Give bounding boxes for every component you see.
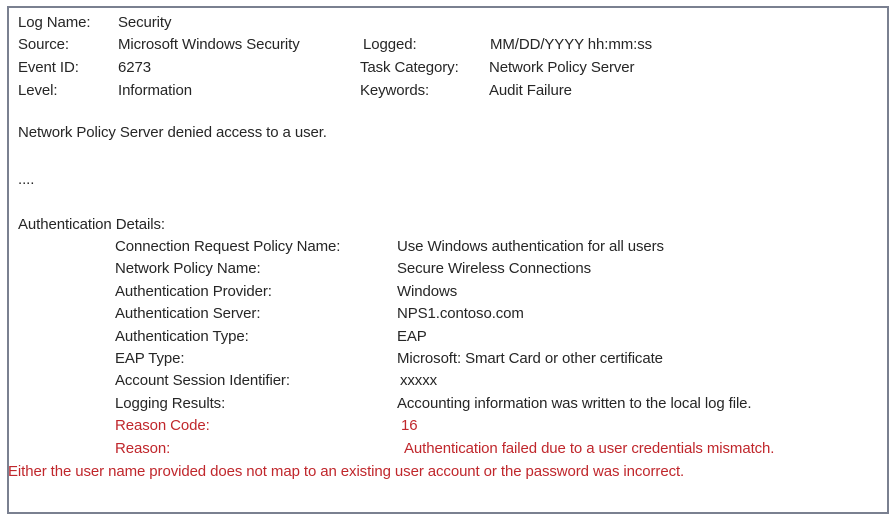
task-category-label: Task Category: [360, 59, 459, 76]
auth-detail-label: Authentication Provider: [115, 283, 272, 300]
level-label: Level: [18, 82, 58, 99]
auth-detail-value: NPS1.contoso.com [397, 305, 524, 322]
ellipsis-text: .... [18, 171, 35, 188]
auth-detail-value: Use Windows authentication for all users [397, 238, 664, 255]
task-category-value: Network Policy Server [489, 59, 635, 76]
level-value: Information [118, 82, 192, 99]
auth-detail-value: Authentication failed due to a user credentials mismatch. [404, 440, 775, 457]
auth-detail-value: 16 [401, 417, 418, 434]
source-value: Microsoft Windows Security [118, 36, 300, 53]
auth-detail-label: Authentication Server: [115, 305, 261, 322]
log-name-label: Log Name: [18, 14, 91, 31]
auth-details-heading: Authentication Details: [18, 216, 165, 233]
logged-label: Logged: [363, 36, 417, 53]
auth-detail-label: Connection Request Policy Name: [115, 238, 341, 255]
keywords-value: Audit Failure [489, 82, 572, 99]
source-label: Source: [18, 36, 69, 53]
auth-detail-value: xxxxx [400, 372, 438, 389]
event-description: Network Policy Server denied access to a user. [18, 124, 327, 141]
auth-detail-label: Network Policy Name: [115, 260, 261, 277]
auth-detail-label: Reason Code: [115, 417, 210, 434]
auth-detail-label: Reason: [115, 440, 171, 457]
log-name-value: Security [118, 14, 172, 31]
auth-detail-value: EAP [397, 328, 427, 345]
auth-detail-label: EAP Type: [115, 350, 185, 367]
logged-value: MM/DD/YYYY hh:mm:ss [490, 36, 653, 53]
event-id-label: Event ID: [18, 59, 79, 76]
auth-detail-label: Authentication Type: [115, 328, 249, 345]
auth-detail-value: Secure Wireless Connections [397, 260, 592, 277]
footer-note: Either the user name provided does not map to an existing user account or the password was incorrect. [8, 463, 685, 480]
auth-detail-label: Logging Results: [115, 395, 226, 412]
auth-detail-value: Accounting information was written to the local log file. [397, 395, 752, 412]
keywords-label: Keywords: [360, 82, 430, 99]
auth-detail-value: Windows [397, 283, 458, 300]
auth-detail-value: Microsoft: Smart Card or other certificate [397, 350, 663, 367]
auth-detail-label: Account Session Identifier: [115, 372, 290, 389]
event-id-value: 6273 [118, 59, 151, 76]
